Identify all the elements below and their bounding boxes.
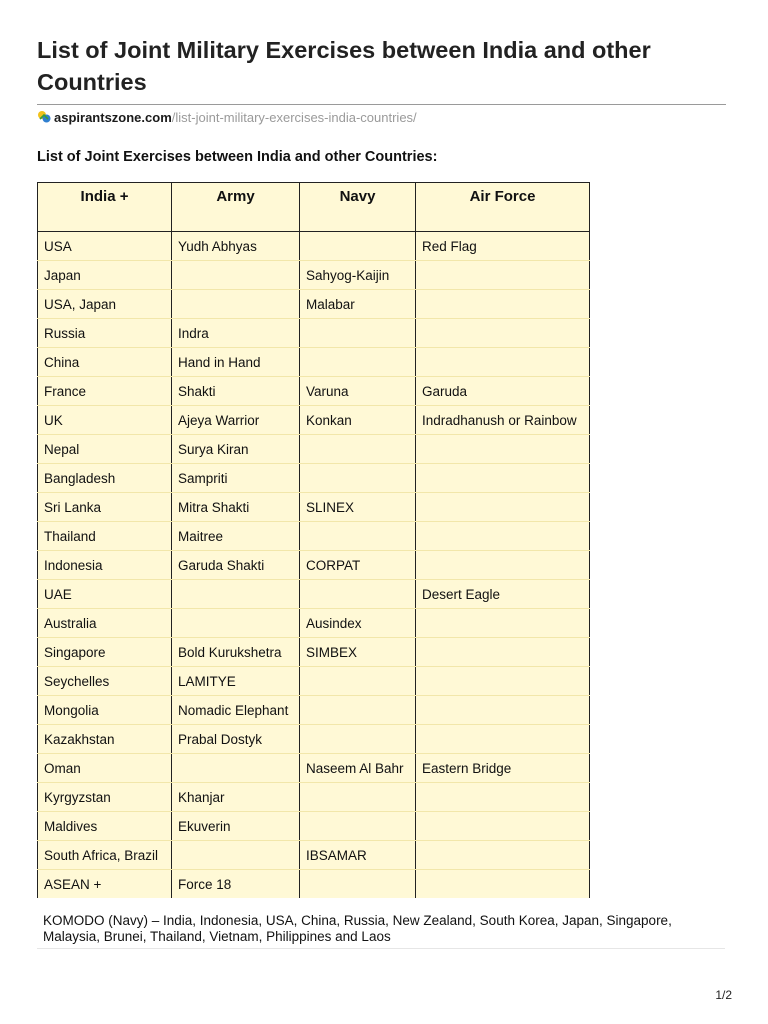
table-row [38,522,590,551]
cell-country: Kyrgyzstan [38,783,172,812]
cell-air-force [416,638,590,667]
cell-navy [300,464,416,493]
table-row [38,841,590,870]
cell-army: Yudh Abhyas [172,232,300,261]
table-heading: List of Joint Exercises between India and other Countries: [37,149,438,165]
cell-army: Nomadic Elephant [172,696,300,725]
cell-navy [300,319,416,348]
cell-air-force [416,261,590,290]
cell-army: LAMITYE [172,667,300,696]
cell-army: Hand in Hand [172,348,300,377]
cell-country: Indonesia [38,551,172,580]
cell-navy [300,870,416,899]
cell-air-force: Desert Eagle [416,580,590,609]
cell-navy [300,667,416,696]
cell-navy: IBSAMAR [300,841,416,870]
table-row [38,493,590,522]
cell-navy [300,232,416,261]
cell-navy [300,435,416,464]
table-row [38,812,590,841]
aspirantszone-logo-icon [37,110,51,124]
cell-country: China [38,348,172,377]
source-path[interactable]: /list-joint-military-exercises-india-countries/ [171,110,417,125]
cell-country: Nepal [38,435,172,464]
cell-air-force [416,319,590,348]
cell-army: Ajeya Warrior [172,406,300,435]
table-row [38,435,590,464]
cell-air-force [416,725,590,754]
table-row [38,696,590,725]
page-number: 1/2 [715,988,732,1002]
cell-navy [300,696,416,725]
column-header-navy: Navy [300,183,416,232]
table-row [38,725,590,754]
cell-navy [300,783,416,812]
cell-navy: Varuna [300,377,416,406]
cell-air-force [416,522,590,551]
title-divider [37,104,726,105]
cell-navy: Ausindex [300,609,416,638]
cell-country: Russia [38,319,172,348]
cell-navy [300,522,416,551]
cell-army [172,290,300,319]
table-row [38,348,590,377]
cell-navy: SIMBEX [300,638,416,667]
cell-country: ASEAN + [38,870,172,899]
cell-army: Garuda Shakti [172,551,300,580]
cell-army: Khanjar [172,783,300,812]
cell-air-force: Garuda [416,377,590,406]
cell-army: Maitree [172,522,300,551]
source-link[interactable] [37,110,417,126]
table-row [38,406,590,435]
cell-air-force [416,667,590,696]
cell-army: Sampriti [172,464,300,493]
cell-navy [300,580,416,609]
page-title: List of Joint Military Exercises between India and other Countries [37,37,651,95]
cell-air-force [416,812,590,841]
table-row [38,870,590,899]
cell-air-force [416,435,590,464]
table-row [38,667,590,696]
cell-country: UAE [38,580,172,609]
cell-country: USA, Japan [38,290,172,319]
table-row [38,319,590,348]
table-row [38,261,590,290]
cell-army [172,580,300,609]
cell-army: Force 18 [172,870,300,899]
cell-air-force [416,493,590,522]
table-row [38,638,590,667]
cell-navy [300,348,416,377]
cell-country: Thailand [38,522,172,551]
table-row [38,609,590,638]
cell-country: Singapore [38,638,172,667]
cell-navy: Malabar [300,290,416,319]
column-header-india: India + [38,183,172,232]
cell-air-force [416,696,590,725]
cell-army [172,841,300,870]
source-domain[interactable]: aspirantszone.com [54,110,172,125]
cell-army [172,261,300,290]
cell-country: UK [38,406,172,435]
table-row [38,754,590,783]
table-row [38,551,590,580]
table-row [38,464,590,493]
cell-army: Prabal Dostyk [172,725,300,754]
cell-army: Mitra Shakti [172,493,300,522]
cell-country: Australia [38,609,172,638]
table-row [38,377,590,406]
cell-country: Mongolia [38,696,172,725]
cell-army: Ekuverin [172,812,300,841]
cell-air-force [416,783,590,812]
cell-army: Indra [172,319,300,348]
komodo-note: KOMODO (Navy) – India, Indonesia, USA, China, Russia, New Zealand, South Korea, Japan, Singapore, Malaysia, Brunei, Thailand, Vietnam, Philippines and Laos [37,905,725,949]
cell-air-force [416,609,590,638]
table-row [38,290,590,319]
cell-air-force [416,870,590,899]
cell-army: Bold Kurukshetra [172,638,300,667]
cell-air-force [416,348,590,377]
cell-air-force: Indradhanush or Rainbow [416,406,590,435]
cell-country: USA [38,232,172,261]
cell-air-force [416,290,590,319]
cell-air-force [416,551,590,580]
cell-air-force: Red Flag [416,232,590,261]
table-header-row [38,183,590,232]
cell-country: Sri Lanka [38,493,172,522]
cell-navy [300,725,416,754]
cell-country: Japan [38,261,172,290]
cell-army: Shakti [172,377,300,406]
cell-navy: CORPAT [300,551,416,580]
cell-country: Seychelles [38,667,172,696]
cell-navy: Naseem Al Bahr [300,754,416,783]
cell-country: Bangladesh [38,464,172,493]
cell-air-force: Eastern Bridge [416,754,590,783]
column-header-air-force: Air Force [416,183,590,232]
cell-navy [300,812,416,841]
cell-navy: Konkan [300,406,416,435]
cell-air-force [416,841,590,870]
cell-air-force [416,464,590,493]
cell-navy: SLINEX [300,493,416,522]
exercises-table [37,182,590,898]
cell-army [172,609,300,638]
cell-country: Maldives [38,812,172,841]
table-row [38,232,590,261]
table-body [38,232,590,899]
cell-country: South Africa, Brazil [38,841,172,870]
cell-army [172,754,300,783]
cell-country: Kazakhstan [38,725,172,754]
table-row [38,580,590,609]
cell-army: Surya Kiran [172,435,300,464]
cell-country: Oman [38,754,172,783]
column-header-army: Army [172,183,300,232]
cell-country: France [38,377,172,406]
table-row [38,783,590,812]
cell-navy: Sahyog-Kaijin [300,261,416,290]
